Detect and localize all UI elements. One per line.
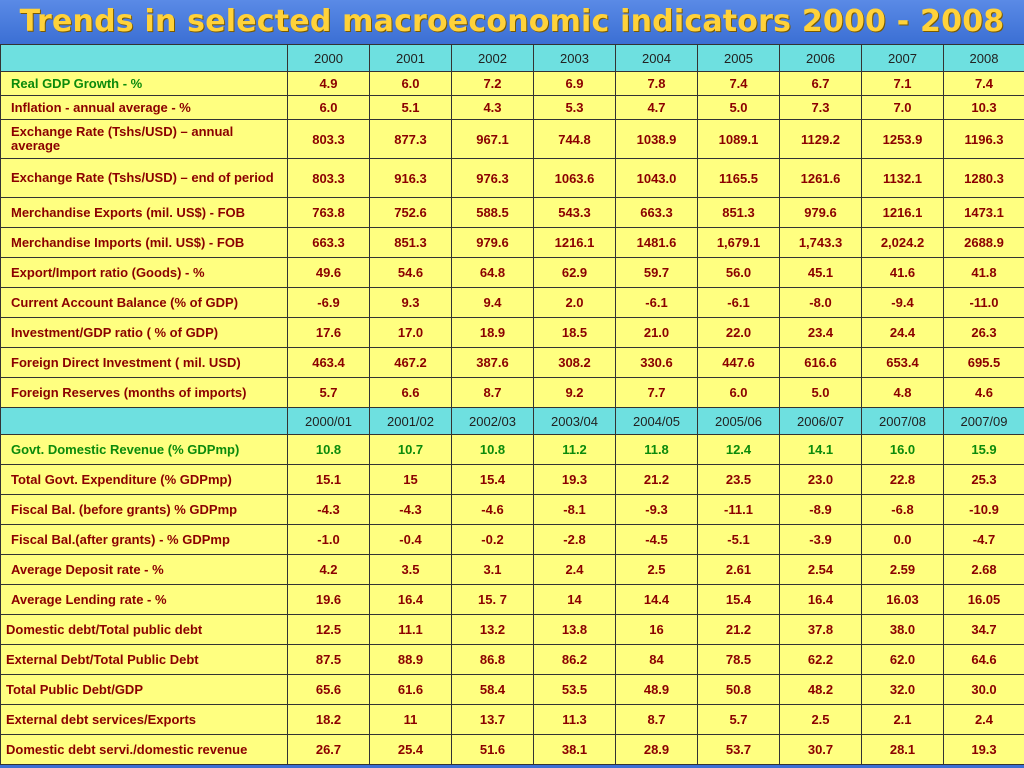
value-cell: 8.7	[616, 705, 698, 735]
value-cell: -9.3	[616, 495, 698, 525]
header-corner-cell	[1, 408, 288, 435]
row-label: Exchange Rate (Tshs/USD) – annual average	[1, 120, 288, 159]
value-cell: -4.3	[288, 495, 370, 525]
value-cell: 16.4	[780, 585, 862, 615]
value-cell: 6.0	[698, 378, 780, 408]
value-cell: 59.7	[616, 258, 698, 288]
header-period-cell: 2003/04	[534, 408, 616, 435]
row-label: External Debt/Total Public Debt	[1, 645, 288, 675]
table-row	[1, 288, 1024, 318]
value-cell: 26.7	[288, 735, 370, 765]
value-cell: 8.7	[452, 378, 534, 408]
value-cell: 1216.1	[534, 228, 616, 258]
value-cell: 803.3	[288, 120, 370, 159]
value-cell: 4.7	[616, 96, 698, 120]
value-cell: 330.6	[616, 348, 698, 378]
value-cell: 23.4	[780, 318, 862, 348]
value-cell: -9.4	[862, 288, 944, 318]
header-period-cell: 2004	[616, 45, 698, 72]
indicators-table-wrap	[0, 44, 1024, 768]
value-cell: 10.3	[944, 96, 1024, 120]
value-cell: 10.8	[288, 435, 370, 465]
value-cell: 7.3	[780, 96, 862, 120]
value-cell: 1038.9	[616, 120, 698, 159]
value-cell: 803.3	[288, 159, 370, 198]
value-cell: 16.03	[862, 585, 944, 615]
value-cell: 88.9	[370, 645, 452, 675]
value-cell: 13.2	[452, 615, 534, 645]
row-label: Exchange Rate (Tshs/USD) – end of period	[1, 159, 288, 198]
value-cell: 26.3	[944, 318, 1024, 348]
value-cell: 5.0	[698, 96, 780, 120]
value-cell: 463.4	[288, 348, 370, 378]
value-cell: 19.3	[534, 465, 616, 495]
value-cell: 62.2	[780, 645, 862, 675]
row-label: Current Account Balance (% of GDP)	[1, 288, 288, 318]
value-cell: 653.4	[862, 348, 944, 378]
value-cell: 41.6	[862, 258, 944, 288]
value-cell: 851.3	[370, 228, 452, 258]
header-corner-cell	[1, 45, 288, 72]
table-row	[1, 258, 1024, 288]
value-cell: 1473.1	[944, 198, 1024, 228]
table-row	[1, 495, 1024, 525]
value-cell: 16.4	[370, 585, 452, 615]
value-cell: 14.1	[780, 435, 862, 465]
row-label: Fiscal Bal. (before grants) % GDPmp	[1, 495, 288, 525]
value-cell: 387.6	[452, 348, 534, 378]
value-cell: 763.8	[288, 198, 370, 228]
value-cell: 4.2	[288, 555, 370, 585]
value-cell: 25.4	[370, 735, 452, 765]
table-row	[1, 159, 1024, 198]
value-cell: 5.7	[288, 378, 370, 408]
value-cell: 48.9	[616, 675, 698, 705]
table-row	[1, 735, 1024, 765]
value-cell: -11.0	[944, 288, 1024, 318]
value-cell: 3.1	[452, 555, 534, 585]
row-label: Investment/GDP ratio ( % of GDP)	[1, 318, 288, 348]
value-cell: 21.2	[616, 465, 698, 495]
value-cell: 877.3	[370, 120, 452, 159]
row-label: Merchandise Exports (mil. US$) - FOB	[1, 198, 288, 228]
value-cell: 5.3	[534, 96, 616, 120]
value-cell: 53.7	[698, 735, 780, 765]
value-cell: 37.8	[780, 615, 862, 645]
table-row	[1, 585, 1024, 615]
value-cell: 30.7	[780, 735, 862, 765]
table-row	[1, 120, 1024, 159]
value-cell: -1.0	[288, 525, 370, 555]
value-cell: 48.2	[780, 675, 862, 705]
value-cell: 0.0	[862, 525, 944, 555]
row-label: Export/Import ratio (Goods) - %	[1, 258, 288, 288]
value-cell: 38.0	[862, 615, 944, 645]
value-cell: 15	[370, 465, 452, 495]
value-cell: 2.4	[534, 555, 616, 585]
table-row	[1, 96, 1024, 120]
header-period-cell: 2000/01	[288, 408, 370, 435]
table-row	[1, 435, 1024, 465]
row-label: Total Public Debt/GDP	[1, 675, 288, 705]
value-cell: -4.7	[944, 525, 1024, 555]
value-cell: 54.6	[370, 258, 452, 288]
header-period-cell: 2002	[452, 45, 534, 72]
header-period-cell: 2008	[944, 45, 1024, 72]
value-cell: 7.4	[944, 72, 1024, 96]
header-period-cell: 2006/07	[780, 408, 862, 435]
value-cell: 588.5	[452, 198, 534, 228]
value-cell: -0.4	[370, 525, 452, 555]
value-cell: 1043.0	[616, 159, 698, 198]
value-cell: 78.5	[698, 645, 780, 675]
table-row	[1, 525, 1024, 555]
value-cell: 6.9	[534, 72, 616, 96]
row-label: Foreign Reserves (months of imports)	[1, 378, 288, 408]
value-cell: -2.8	[534, 525, 616, 555]
value-cell: 21.0	[616, 318, 698, 348]
value-cell: 543.3	[534, 198, 616, 228]
value-cell: -8.1	[534, 495, 616, 525]
header-period-cell: 2002/03	[452, 408, 534, 435]
value-cell: 7.7	[616, 378, 698, 408]
value-cell: 1165.5	[698, 159, 780, 198]
header-period-cell: 2007/08	[862, 408, 944, 435]
value-cell: 11	[370, 705, 452, 735]
value-cell: 19.3	[944, 735, 1024, 765]
table-row	[1, 555, 1024, 585]
value-cell: 24.4	[862, 318, 944, 348]
value-cell: 11.2	[534, 435, 616, 465]
value-cell: 41.8	[944, 258, 1024, 288]
row-label: Govt. Domestic Revenue (% GDPmp)	[1, 435, 288, 465]
value-cell: 3.5	[370, 555, 452, 585]
value-cell: 1253.9	[862, 120, 944, 159]
value-cell: -8.0	[780, 288, 862, 318]
value-cell: 87.5	[288, 645, 370, 675]
value-cell: 17.6	[288, 318, 370, 348]
value-cell: 1132.1	[862, 159, 944, 198]
value-cell: 2.1	[862, 705, 944, 735]
value-cell: 23.0	[780, 465, 862, 495]
value-cell: 467.2	[370, 348, 452, 378]
table-row	[1, 318, 1024, 348]
value-cell: 695.5	[944, 348, 1024, 378]
value-cell: 1,743.3	[780, 228, 862, 258]
value-cell: 2688.9	[944, 228, 1024, 258]
value-cell: 1280.3	[944, 159, 1024, 198]
value-cell: 663.3	[616, 198, 698, 228]
value-cell: -4.6	[452, 495, 534, 525]
header-period-cell: 2003	[534, 45, 616, 72]
value-cell: 6.0	[288, 96, 370, 120]
value-cell: 2.5	[780, 705, 862, 735]
value-cell: 1261.6	[780, 159, 862, 198]
value-cell: -6.1	[616, 288, 698, 318]
header-period-cell: 2000	[288, 45, 370, 72]
value-cell: 62.9	[534, 258, 616, 288]
table-row	[1, 615, 1024, 645]
table-row	[1, 348, 1024, 378]
value-cell: 979.6	[780, 198, 862, 228]
header-period-cell: 2005/06	[698, 408, 780, 435]
value-cell: 49.6	[288, 258, 370, 288]
value-cell: 7.0	[862, 96, 944, 120]
row-label: Fiscal Bal.(after grants) - % GDPmp	[1, 525, 288, 555]
value-cell: 28.9	[616, 735, 698, 765]
value-cell: 15.4	[698, 585, 780, 615]
value-cell: 752.6	[370, 198, 452, 228]
value-cell: 15.4	[452, 465, 534, 495]
value-cell: 14.4	[616, 585, 698, 615]
value-cell: 9.3	[370, 288, 452, 318]
value-cell: 15.1	[288, 465, 370, 495]
value-cell: 7.1	[862, 72, 944, 96]
value-cell: 45.1	[780, 258, 862, 288]
value-cell: 9.4	[452, 288, 534, 318]
value-cell: 1481.6	[616, 228, 698, 258]
value-cell: 53.5	[534, 675, 616, 705]
value-cell: 6.6	[370, 378, 452, 408]
value-cell: -6.8	[862, 495, 944, 525]
row-label: Domestic debt/Total public debt	[1, 615, 288, 645]
value-cell: 663.3	[288, 228, 370, 258]
value-cell: 28.1	[862, 735, 944, 765]
page-title: Trends in selected macroeconomic indicators 2000 - 2008	[19, 4, 1005, 39]
value-cell: -10.9	[944, 495, 1024, 525]
value-cell: 15. 7	[452, 585, 534, 615]
value-cell: 4.6	[944, 378, 1024, 408]
row-label: Real GDP Growth - %	[1, 72, 288, 96]
value-cell: -4.3	[370, 495, 452, 525]
header-row-1	[1, 45, 1024, 72]
value-cell: 64.8	[452, 258, 534, 288]
value-cell: 2.5	[616, 555, 698, 585]
header-period-cell: 2004/05	[616, 408, 698, 435]
value-cell: -6.9	[288, 288, 370, 318]
value-cell: 17.0	[370, 318, 452, 348]
value-cell: 56.0	[698, 258, 780, 288]
row-label: Inflation - annual average - %	[1, 96, 288, 120]
value-cell: 18.9	[452, 318, 534, 348]
value-cell: -8.9	[780, 495, 862, 525]
value-cell: 50.8	[698, 675, 780, 705]
row-label: Merchandise Imports (mil. US$) - FOB	[1, 228, 288, 258]
value-cell: 4.9	[288, 72, 370, 96]
value-cell: 6.7	[780, 72, 862, 96]
value-cell: 916.3	[370, 159, 452, 198]
value-cell: -5.1	[698, 525, 780, 555]
value-cell: 86.8	[452, 645, 534, 675]
table-row	[1, 228, 1024, 258]
value-cell: 6.0	[370, 72, 452, 96]
value-cell: 4.8	[862, 378, 944, 408]
value-cell: 11.1	[370, 615, 452, 645]
value-cell: 38.1	[534, 735, 616, 765]
value-cell: 744.8	[534, 120, 616, 159]
value-cell: 2.59	[862, 555, 944, 585]
table-row	[1, 675, 1024, 705]
value-cell: -6.1	[698, 288, 780, 318]
value-cell: 308.2	[534, 348, 616, 378]
value-cell: 2.61	[698, 555, 780, 585]
value-cell: 16.0	[862, 435, 944, 465]
value-cell: 11.3	[534, 705, 616, 735]
value-cell: 976.3	[452, 159, 534, 198]
table-row	[1, 378, 1024, 408]
value-cell: 13.7	[452, 705, 534, 735]
value-cell: 12.5	[288, 615, 370, 645]
value-cell: 30.0	[944, 675, 1024, 705]
value-cell: 2.0	[534, 288, 616, 318]
row-label: Foreign Direct Investment ( mil. USD)	[1, 348, 288, 378]
value-cell: 32.0	[862, 675, 944, 705]
value-cell: 7.8	[616, 72, 698, 96]
value-cell: 2,024.2	[862, 228, 944, 258]
value-cell: 5.7	[698, 705, 780, 735]
value-cell: 84	[616, 645, 698, 675]
value-cell: 447.6	[698, 348, 780, 378]
value-cell: -11.1	[698, 495, 780, 525]
value-cell: 10.7	[370, 435, 452, 465]
value-cell: 18.2	[288, 705, 370, 735]
value-cell: -4.5	[616, 525, 698, 555]
value-cell: 34.7	[944, 615, 1024, 645]
value-cell: 25.3	[944, 465, 1024, 495]
value-cell: 51.6	[452, 735, 534, 765]
header-period-cell: 2001/02	[370, 408, 452, 435]
table-row	[1, 705, 1024, 735]
value-cell: 2.68	[944, 555, 1024, 585]
value-cell: 21.2	[698, 615, 780, 645]
value-cell: 22.0	[698, 318, 780, 348]
value-cell: 7.2	[452, 72, 534, 96]
header-period-cell: 2006	[780, 45, 862, 72]
value-cell: 967.1	[452, 120, 534, 159]
value-cell: 22.8	[862, 465, 944, 495]
value-cell: 65.6	[288, 675, 370, 705]
value-cell: 979.6	[452, 228, 534, 258]
value-cell: 9.2	[534, 378, 616, 408]
value-cell: 86.2	[534, 645, 616, 675]
value-cell: 12.4	[698, 435, 780, 465]
value-cell: 7.4	[698, 72, 780, 96]
table-row	[1, 645, 1024, 675]
header-period-cell: 2007/09	[944, 408, 1024, 435]
value-cell: 15.9	[944, 435, 1024, 465]
value-cell: 62.0	[862, 645, 944, 675]
table-row	[1, 72, 1024, 96]
value-cell: 19.6	[288, 585, 370, 615]
value-cell: 4.3	[452, 96, 534, 120]
value-cell: 16.05	[944, 585, 1024, 615]
value-cell: 1089.1	[698, 120, 780, 159]
row-label: Total Govt. Expenditure (% GDPmp)	[1, 465, 288, 495]
value-cell: 16	[616, 615, 698, 645]
value-cell: 2.4	[944, 705, 1024, 735]
row-label: External debt services/Exports	[1, 705, 288, 735]
value-cell: 1063.6	[534, 159, 616, 198]
value-cell: 1196.3	[944, 120, 1024, 159]
value-cell: 23.5	[698, 465, 780, 495]
value-cell: 1129.2	[780, 120, 862, 159]
value-cell: 1216.1	[862, 198, 944, 228]
value-cell: 14	[534, 585, 616, 615]
row-label: Domestic debt servi./domestic revenue	[1, 735, 288, 765]
value-cell: 18.5	[534, 318, 616, 348]
value-cell: 616.6	[780, 348, 862, 378]
header-period-cell: 2005	[698, 45, 780, 72]
value-cell: -0.2	[452, 525, 534, 555]
value-cell: -3.9	[780, 525, 862, 555]
header-period-cell: 2007	[862, 45, 944, 72]
row-label: Average Lending rate - %	[1, 585, 288, 615]
table-row	[1, 198, 1024, 228]
value-cell: 11.8	[616, 435, 698, 465]
value-cell: 58.4	[452, 675, 534, 705]
table-row	[1, 465, 1024, 495]
value-cell: 1,679.1	[698, 228, 780, 258]
header-period-cell: 2001	[370, 45, 452, 72]
value-cell: 5.1	[370, 96, 452, 120]
value-cell: 10.8	[452, 435, 534, 465]
row-label: Average Deposit rate - %	[1, 555, 288, 585]
value-cell: 64.6	[944, 645, 1024, 675]
value-cell: 13.8	[534, 615, 616, 645]
value-cell: 2.54	[780, 555, 862, 585]
header-row-2	[1, 408, 1024, 435]
value-cell: 851.3	[698, 198, 780, 228]
value-cell: 61.6	[370, 675, 452, 705]
indicators-table	[0, 44, 1024, 765]
value-cell: 5.0	[780, 378, 862, 408]
